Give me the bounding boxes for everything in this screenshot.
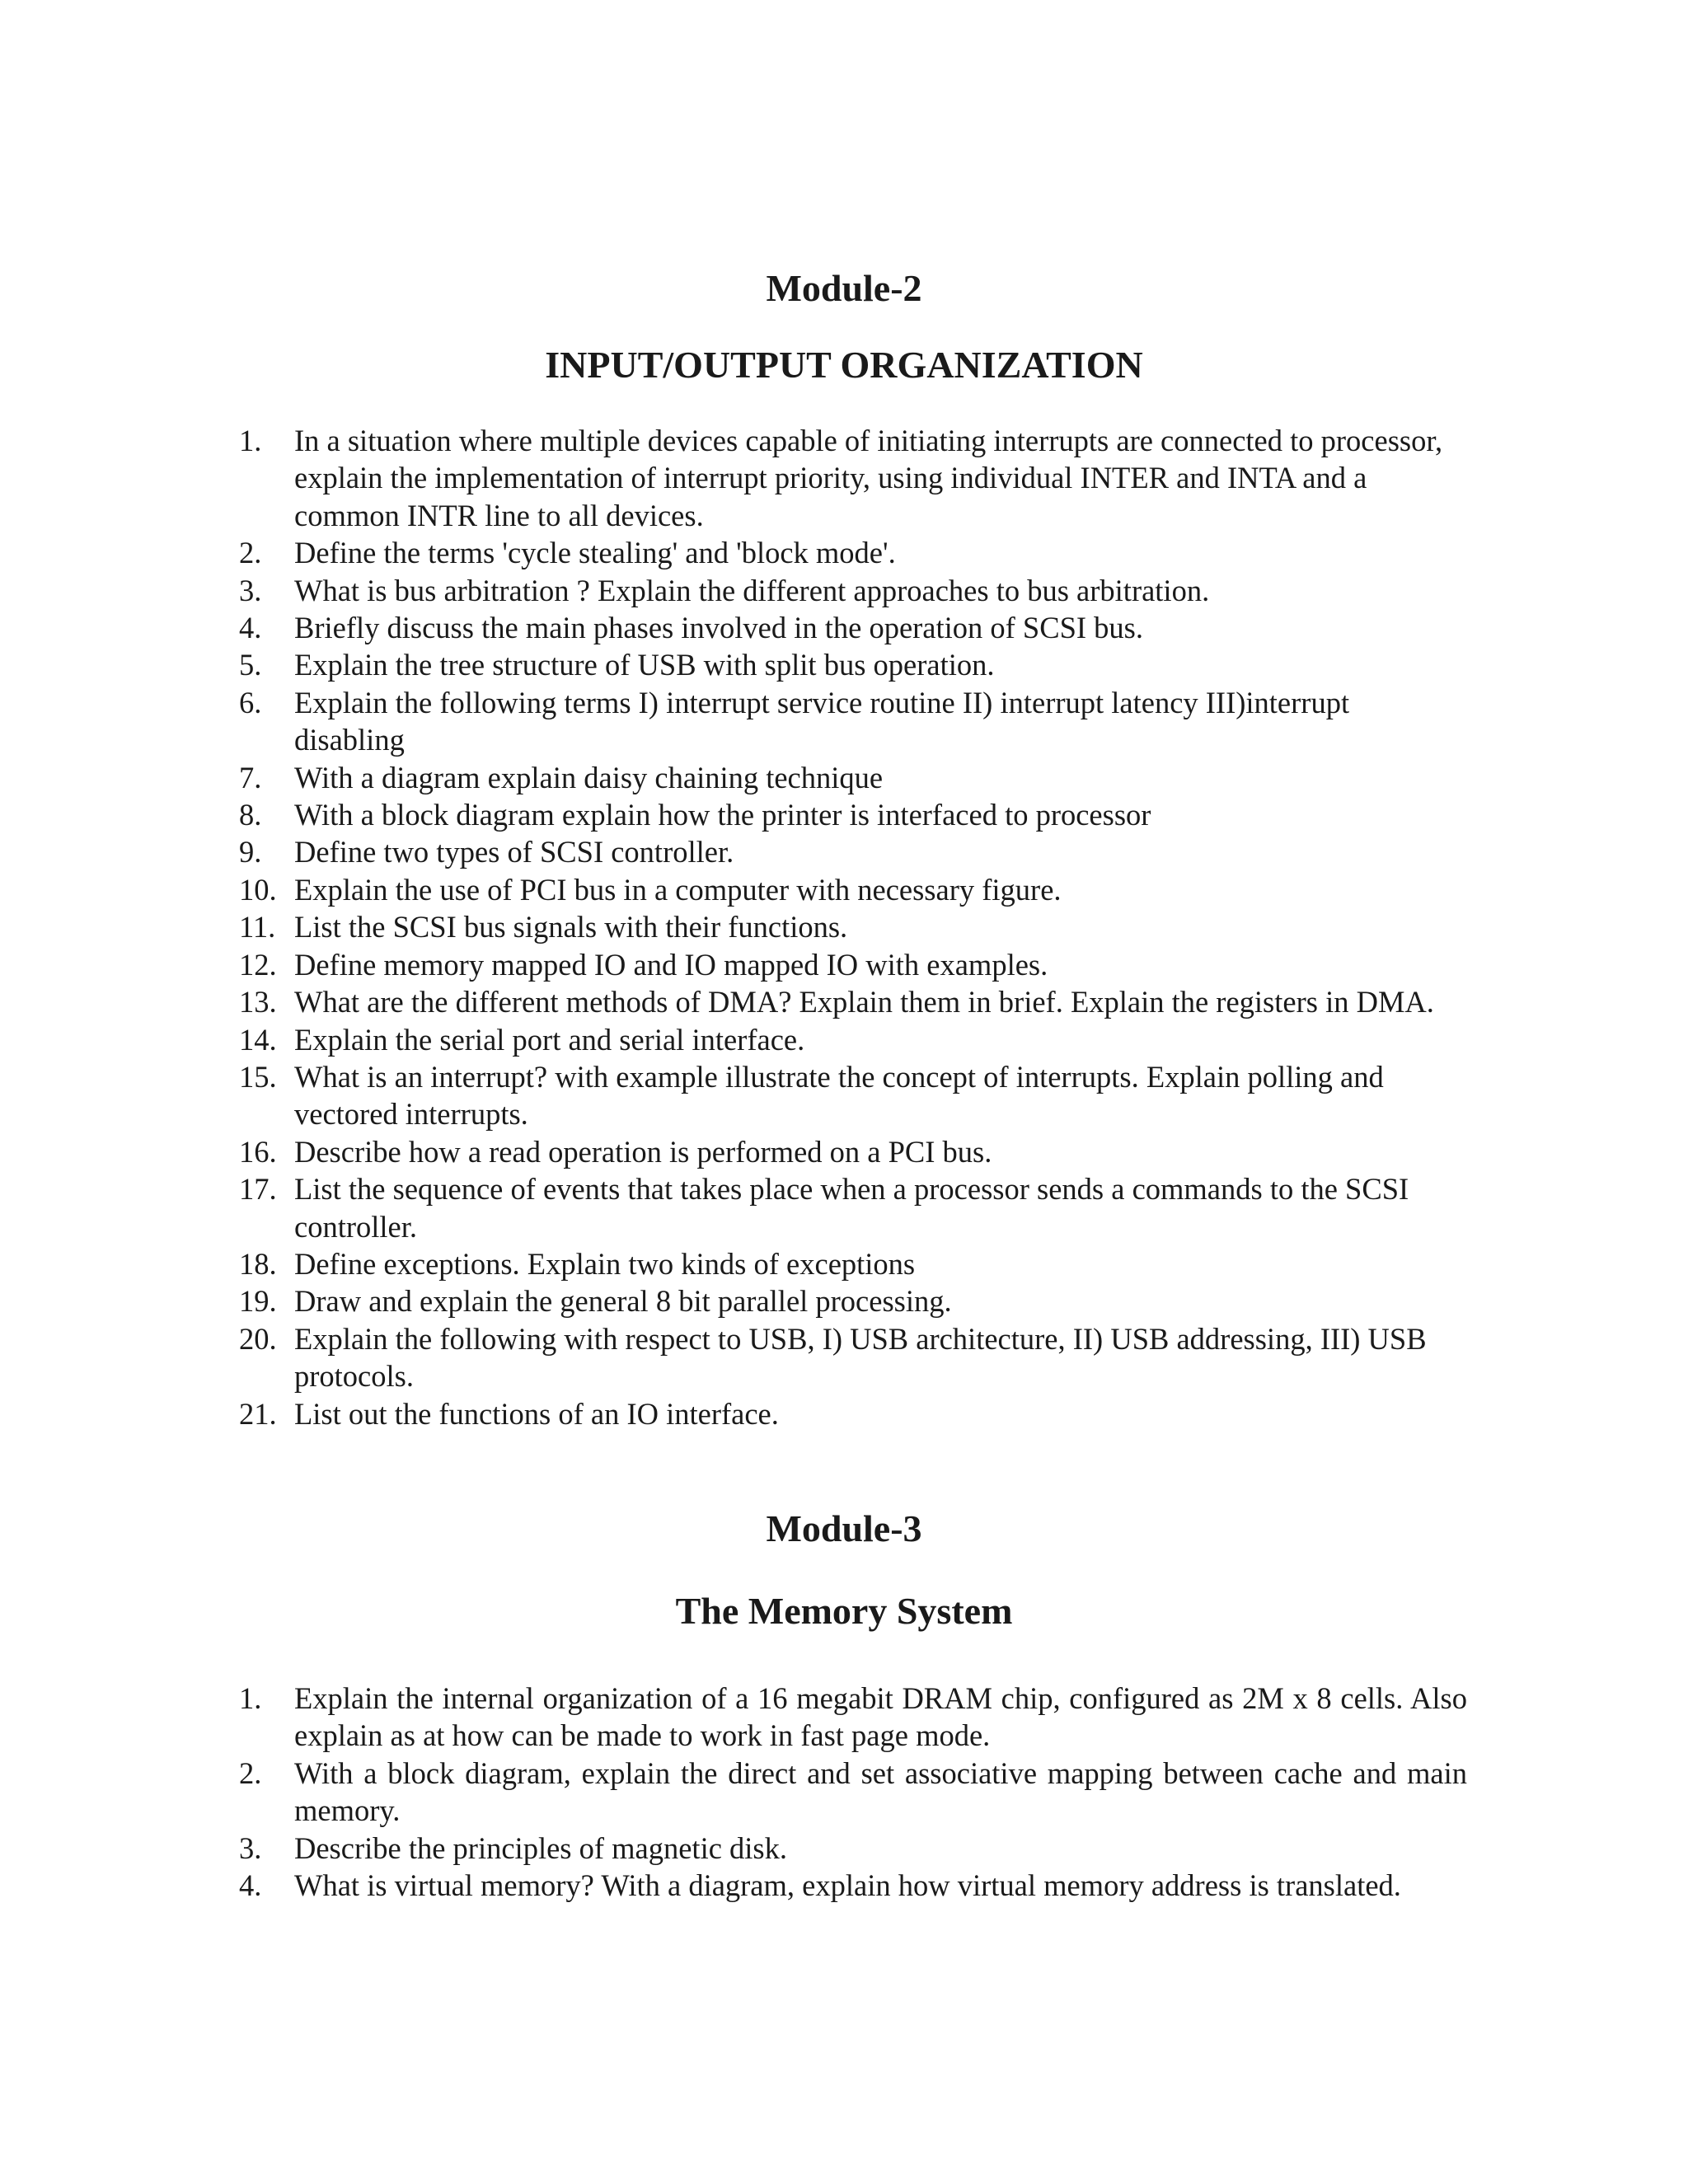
question-text: Explain the following with respect to USB, I) USB architecture, II) USB addressing, III) USB protocols. xyxy=(294,1321,1427,1394)
question-number: 17. xyxy=(239,1172,277,1207)
question-text: Briefly discuss the main phases involved in the operation of SCSI bus. xyxy=(294,611,1143,645)
question-text: Draw and explain the general 8 bit parallel processing. xyxy=(294,1284,952,1319)
question-text: Explain the internal organization of a 16 megabit DRAM chip, configured as 2M x 8 cells. Also explain as at how can be made to work in fast page mode. xyxy=(294,1681,1467,1753)
question-number: 18. xyxy=(239,1246,277,1281)
question-item xyxy=(239,1282,1467,1319)
question-text: What is bus arbitration ? Explain the different approaches to bus arbitration. xyxy=(294,573,1210,607)
question-text: What is an interrupt? with example illustrate the concept of interrupts. Explain polling and vectored interrupts. xyxy=(294,1059,1384,1132)
question-text: Define memory mapped IO and IO mapped IO with examples. xyxy=(294,947,1048,982)
module-3-title: The Memory System xyxy=(675,1590,1013,1632)
question-number: 10. xyxy=(239,872,277,907)
question-text: Describe the principles of magnetic disk. xyxy=(294,1830,788,1865)
question-item xyxy=(239,534,1467,571)
question-item xyxy=(239,684,1467,759)
question-number: 5. xyxy=(239,648,262,682)
question-text: Explain the use of PCI bus in a computer with necessary figure. xyxy=(294,872,1062,907)
module-3-question-list xyxy=(239,1680,1467,1904)
question-item xyxy=(239,1245,1467,1282)
question-number: 3. xyxy=(239,1830,262,1865)
question-text: Define the terms 'cycle stealing' and 'block mode'. xyxy=(294,536,896,570)
question-number: 3. xyxy=(239,573,262,607)
question-text: List the SCSI bus signals with their functions. xyxy=(294,910,848,944)
question-text: Explain the tree structure of USB with split bus operation. xyxy=(294,648,995,682)
question-item xyxy=(239,871,1467,908)
question-item xyxy=(239,1680,1467,1755)
question-number: 6. xyxy=(239,685,262,719)
question-text: List the sequence of events that takes place when a processor sends a commands to the SCSI controller. xyxy=(294,1172,1409,1244)
question-item xyxy=(239,1867,1467,1904)
question-text: With a block diagram explain how the printer is interfaced to processor xyxy=(294,798,1151,832)
question-item xyxy=(239,796,1467,833)
question-text: Explain the serial port and serial interface. xyxy=(294,1022,805,1057)
question-number: 21. xyxy=(239,1396,277,1431)
question-text: List out the functions of an IO interface. xyxy=(294,1396,779,1431)
question-item xyxy=(239,1058,1467,1133)
question-number: 15. xyxy=(239,1059,277,1094)
question-item xyxy=(239,1320,1467,1395)
question-item xyxy=(239,946,1467,983)
question-item xyxy=(239,983,1467,1020)
question-number: 9. xyxy=(239,835,262,869)
question-item xyxy=(239,572,1467,609)
module-2-heading: Module-2 xyxy=(766,267,922,309)
question-number: 14. xyxy=(239,1022,277,1057)
question-number: 2. xyxy=(239,536,262,570)
question-number: 2. xyxy=(239,1755,262,1790)
question-item xyxy=(239,1395,1467,1432)
question-item xyxy=(239,1170,1467,1245)
question-item xyxy=(239,422,1467,534)
question-text: Define two types of SCSI controller. xyxy=(294,835,734,869)
question-text: With a diagram explain daisy chaining technique xyxy=(294,760,884,794)
module-3-heading: Module-3 xyxy=(766,1507,922,1549)
question-item xyxy=(239,609,1467,646)
question-item xyxy=(239,833,1467,870)
module-2-title: INPUT/OUTPUT ORGANIZATION xyxy=(545,344,1143,386)
question-text: What is virtual memory? With a diagram, explain how virtual memory address is translated. xyxy=(294,1868,1401,1903)
question-number: 12. xyxy=(239,947,277,982)
question-number: 11. xyxy=(239,910,276,944)
question-item xyxy=(239,1021,1467,1058)
question-item xyxy=(239,646,1467,683)
question-text: Describe how a read operation is performed on a PCI bus. xyxy=(294,1134,992,1169)
question-number: 4. xyxy=(239,1868,262,1903)
question-text: Define exceptions. Explain two kinds of exceptions xyxy=(294,1246,916,1281)
question-number: 13. xyxy=(239,985,277,1019)
question-item xyxy=(239,759,1467,796)
question-number: 1. xyxy=(239,424,262,457)
question-item xyxy=(239,1133,1467,1170)
question-number: 20. xyxy=(239,1321,277,1356)
question-item xyxy=(239,1830,1467,1867)
question-item xyxy=(239,908,1467,945)
question-number: 4. xyxy=(239,611,262,645)
question-number: 16. xyxy=(239,1134,277,1169)
question-text: With a block diagram, explain the direct and set associative mapping between cache and main memory. xyxy=(294,1755,1467,1828)
question-item xyxy=(239,1755,1467,1830)
question-number: 19. xyxy=(239,1284,277,1319)
question-number: 1. xyxy=(239,1681,262,1715)
question-number: 8. xyxy=(239,798,262,832)
question-number: 7. xyxy=(239,760,262,794)
question-text: Explain the following terms I) interrupt service routine II) interrupt latency III)interrupt disabling xyxy=(294,685,1350,757)
module-2-question-list xyxy=(239,422,1467,1432)
question-text: What are the different methods of DMA? Explain them in brief. Explain the registers in DMA. xyxy=(294,985,1434,1019)
question-text: In a situation where multiple devices capable of initiating interrupts are connected to processor, explain the implementation of interrupt priority, using individual INTER and INTA and a common INTR line to all devices. xyxy=(294,424,1443,532)
